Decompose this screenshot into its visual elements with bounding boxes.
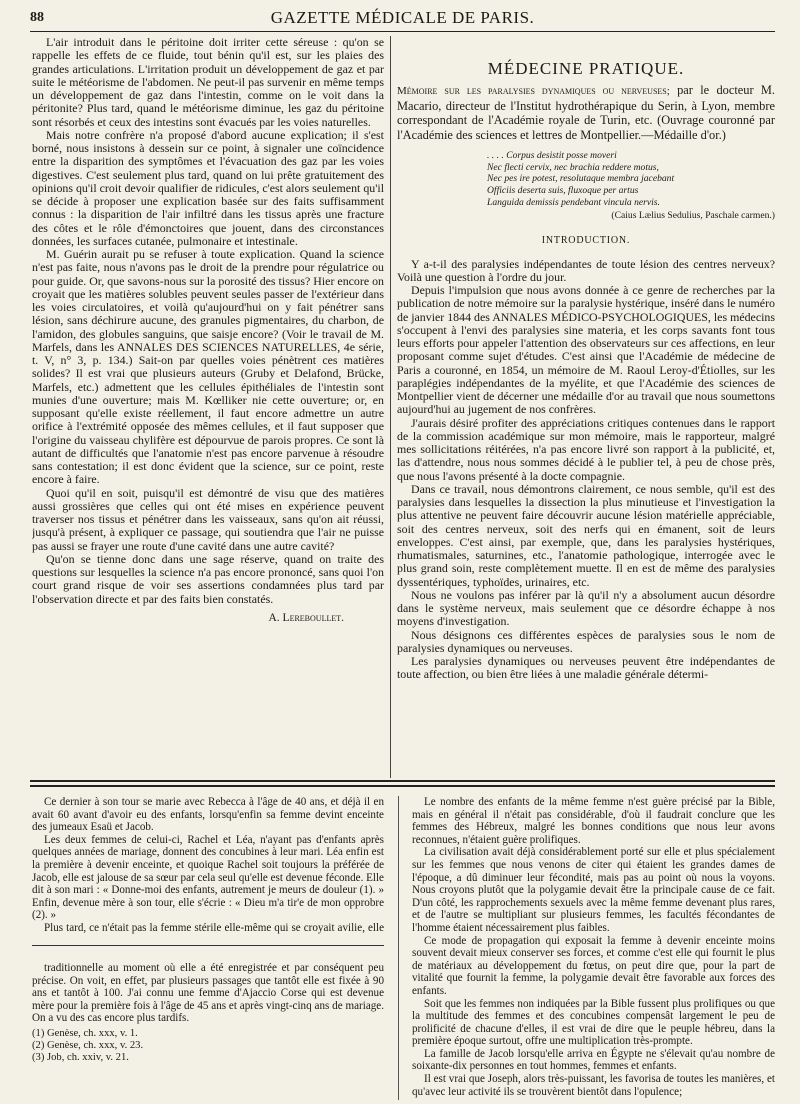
paragraph: Ce mode de propagation qui exposait la femme à devenir enceinte moins souvent devait mieux conserver ses forces, et comme c'est elle qui fournit le plus de matériaux au développement du fœtus, on peut dire que, pour la part de vitalité que fournit la femme, la polygamie devait être favorable aux forces des enfants.: [412, 934, 775, 997]
paragraph: Mais notre confrère n'a proposé d'abord aucune explication; il s'est borné, nous insistons à dessein sur ce point, à signaler une coïncidence entre la disparition des symptômes et l'évacuation des gaz par les voies digestives. C'est seulement plus tard, quand on lui prête gratuitement des opinions qu'il croit devoir qualifier de ridicules, c'est alors seulement qu'il se décide à proposer une explication basée sur des faits suffisamment connus : la disparition de l'air infiltré dans les tissus après une fracture des côtes et le rôle d'émonctoires que jouent, dans des circonstances données, les surfaces cutanée, pulmonaire et intestinale.: [32, 127, 384, 248]
page-header: [30, 6, 775, 32]
paragraph: J'aurais désiré profiter des appréciations critiques contenues dans le rapport de la commission académique sur mon mémoire, mais le rapporteur, malgré mes sollicitations réitérées, n'a pas encore livré son rapport à la publicité, et, las d'attendre, nous nous sommes décidé à le publier tel, à peu de chose près, que nous l'avons présenté à la docte compagnie.: [397, 415, 775, 483]
left-column: [32, 36, 384, 778]
feuilleton-rule-top: [30, 780, 775, 782]
feuilleton-left-bottom: [32, 962, 384, 1100]
right-column: [397, 36, 775, 778]
paragraph: L'air introduit dans le péritoine doit irriter cette séreuse : qu'on se rappelle les effets de ce fluide, tout bénin qu'il est, sur les plaies des grandes articulations. L'irritation produit un développement de gaz et par suite le météorisme de l'abdomen. Ne peut-il pas survenir en même temps un développement de gaz dans l'intestin, comme on le voit dans la péritonite? Plus tard, quand le météorisme diminue, les gaz du péritoine sont résorbés et ceux des intestins sont évacués par les voies naturelles.: [32, 36, 384, 129]
feuilleton-rule-bottom: [30, 785, 775, 787]
footnote: (2) Genèse, ch. xxx, v. 23.: [32, 1040, 144, 1052]
paragraph: Quoi qu'il en soit, puisqu'il est démontré de visu que des matières aussi grossières que celles qui ont été mises en expérience peuvent traverser nos tissus et pénétrer dans les vaisseaux, sans qu'on ait réussi, jusqu'à présent, à expliquer ce passage, qui soutiendra que l'air ne puisse pas aussi se frayer une route d'une cavité dans une autre cavité?: [32, 485, 384, 553]
paragraph: Depuis l'impulsion que nous avons donnée à ce genre de recherches par la publication de notre mémoire sur la paralysie hystérique, inséré dans le numéro de janvier 1844 des ANNALES MÉDICO-PSYCHOLOGIQUES, les médecins s'occupent à l'envi des paralysies sine materia, et les corps savants font tous leurs efforts pour appeler l'attention des observateurs sur ces affections, en leur proposant comme sujet d'études. C'est ainsi que l'Académie de médecine de Paris a couronné, en 1854, un mémoire de M. Raoul Leroy-d'Étiolles, sur les paraplégies indépendantes de la myélite, et que l'Académie des sciences de Montpellier vient de décerner une médaille d'or au travail que nous soumettons aujourd'hui au jugement de nos confrères.: [397, 283, 775, 417]
memoir-author: par le docteur M. Macario, directeur de l'Institut hydrothérapique du Serin, à Lyon, membre correspondant de l'Académie royale de Turin, etc. (Ouvrage couronné par l'Académie des sciences et lettres de Montpellier.—Médaille d'or.): [397, 83, 775, 142]
paragraph: Il est vrai que Joseph, alors très-puissant, les favorisa de toutes les manières, et qu'avec leur activité ils se trouvèrent bientôt dans l'opulence;: [412, 1073, 775, 1098]
paragraph: Nous désignons ces différentes espèces de paralysies sous le nom de paralysies dynamiques ou nerveuses.: [397, 627, 775, 655]
section-title: MÉDECINE PRATIQUE.: [487, 59, 685, 78]
epigraph-line: Nec pes ire potest, resolutaque membra jacebant: [487, 173, 675, 185]
memoir-title: Mémoire sur les paralysies dynamiques ou nerveuses;: [397, 85, 670, 98]
paragraph: La civilisation avait déjà considérablement porté sur elle et plus spécialement sur les femmes que nous venons de citer qui étaient les grandes dames de l'époque, a dû diminuer leur fécondité, mais pas au point où nous la voyons. Nous croyons plutôt que la polygamie devait être la principale cause de ce fait. D'un côté, les rapprochements sexuels avec la même femme devenant plus rares, et de l'autre se multipliant sur plusieurs femmes, les facultés fécondantes de l'homme étaient nécessairement plus faibles.: [412, 846, 775, 934]
epigraph-line: Officiis deserta suis, fluxoque per artus: [487, 185, 639, 197]
paragraph: Dans ce travail, nous démontrons clairement, ce nous semble, qu'il est des paralysies dans lesquelles la dissection la plus minutieuse et l'investigation la plus attentive ne peuvent faire découvrir aucune lésion matérielle appréciable, soit des centres nerveux, soit des nerfs qui en émanent, soit de leurs enveloppes. C'est ainsi, par exemple, que, dans les paralysies hystériques, rhumatismales, saturnines, etc., l'anatomie pathologique, interrogée avec le plus grand soin, reste complètement muette. Il en est de même des paralysies dyssentériques, typhoïdes, urinaires, etc.: [397, 481, 775, 589]
journal-title: GAZETTE MÉDICALE DE PARIS.: [270, 8, 535, 27]
column-divider: [390, 36, 391, 778]
page-number: 88: [30, 10, 44, 25]
paragraph: Les deux femmes de celui-ci, Rachel et Léa, n'ayant pas d'enfants après quelques années de mariage, donnent des concubines à leur mari. Léa enfin est la première à devenir enceinte, et quoique Rachel soit toujours la préférée de Jacob, elle est jalouse de sa sœur par cela seul qu'elle est devenue féconde. Elle dit à son mari : « Donne-moi des enfants, autrement je meurs de douleur (1). » Enfin, devenue mère à son tour, elle s'écrie : « Dieu m'a tir'e de mon opprobre (2). »: [32, 833, 384, 922]
author-signature: A. Lereboullet.: [268, 611, 344, 624]
paragraph: Y a-t-il des paralysies indépendantes de toute lésion des centres nerveux? Voilà une question à l'ordre du jour.: [397, 256, 775, 284]
paragraph: Soit que les femmes non indiquées par la Bible fussent plus prolifiques ou que la multitude des femmes et des concubines compensât largement le peu de prolificité de chacune d'elles, il est vrai de dire que le peuple hébreu, dans la première époque surtout, offre une multiplication très-prompte.: [412, 997, 775, 1048]
epigraph-line: Nec flecti cervix, nec brachia reddere motus,: [487, 161, 659, 173]
footnote: (1) Genèse, ch. xxx, v. 1.: [32, 1027, 138, 1039]
paragraph: Plus tard, ce n'était pas la femme stérile elle-même qui se croyait avilie, elle: [44, 921, 384, 934]
epigraph-line: . . . . Corpus desistit posse moveri: [487, 150, 617, 162]
feuilleton-left-top: [32, 796, 384, 934]
feuilleton-inner-rule: [32, 945, 384, 946]
paragraph: traditionnelle au moment où elle a été enregistrée et par conséquent peu précise. On voit, en effet, par plusieurs passages que tantôt elle est fixée à 90 ans et tantôt à 100. J'ai connu une femme d'Ajaccio Corse qui est devenue mère pour la première fois à l'âge de 45 ans et après vingt-cinq ans de mariage. On a vu des cas encore plus tardifs.: [32, 962, 384, 1025]
paragraph: Ce dernier à son tour se marie avec Rebecca à l'âge de 40 ans, et déjà il en avait 60 avant d'avoir eu des enfants, lorsqu'enfin sa femme devint enceinte des jumeaux Esaü et Jacob.: [32, 796, 384, 834]
epigraph-line: Languida demissis pendebant vincula nervis.: [487, 196, 660, 208]
paragraph: La famille de Jacob lorsqu'elle arriva en Égypte ne s'élevait qu'au nombre de soixante-dix personnes en tout hommes, femmes et enfants.: [412, 1047, 775, 1073]
feuilleton-right: [412, 796, 775, 1100]
paragraph: Nous ne voulons pas inférer par là qu'il n'y a absolument aucun désordre dans le système nerveux, mais seulement que ce désordre échappe à nos moyens d'investigation.: [397, 587, 775, 629]
paragraph: M. Guérin aurait pu se refuser à toute explication. Quand la science n'est pas faite, nous n'avons pas le droit de la prendre pour régulatrice ou pour guide. Or, que savons-nous sur la porosité des tissus? Hier encore on croyait que les matières solubles peuvent seules passer de l'extérieur dans les voies circulatoires, et voilà qu'aujourd'hui on y fait pénétrer sans lésion, sans déchirure aucune, des granules pigmentaires, du charbon, de l'amidon, des globules sanguins, que saisje encore? (Voir le travail de M. Marfels, dans les ANNALES DES SCIENCES NATURELLES, 4e série, t. V, n° 3, p. 134.) Sait-on par quelles voies pénètrent ces matières solides? Il est vrai que plusieurs auteurs (Gruby et Delafond, Brücke, Marfels, etc.) admettent que les cellules épithéliales de l'intestin sont munies d'une ouverture; mais M. Kœlliker nie cette ouverture; or, en supposant qu'elle existe réellement, il faut encore admettre un autre orifice à l'extrémité opposée des mêmes cellules, et il faut supposer que l'origine du vaisseau chylifère est dépourvue de parois propres. Ce sont là autant de difficultés que l'anatomie n'est pas encore parvenue à résoudre sans contestation; il est donc évident que la science, sur ce point, reste encore à faire.: [32, 247, 384, 487]
memoir-heading: [397, 83, 775, 142]
paragraph: Le nombre des enfants de la même femme n'est guère précisé par la Bible, mais en général il n'était pas considérable, d'où il faudrait conclure que les femmes des Hébreux, malgré les bonnes conditions que nous leur avons reconnues, n'étaient guère prolifiques.: [412, 796, 775, 846]
epigraph: [487, 150, 775, 208]
feuilleton-column-divider: [398, 796, 399, 1100]
paragraph: Qu'on se tienne donc dans une sage réserve, quand on traite des questions sur lesquelles la science n'a pas encore prononcé, sans quoi l'on court grand risque de voir ses assertions condamnées plus tard par l'observation directe et par des faits bien constatés.: [32, 551, 384, 606]
footnotes: [32, 1028, 384, 1065]
footnote: (3) Job, ch. xxiv, v. 21.: [32, 1052, 129, 1064]
introduction-heading: INTRODUCTION.: [541, 235, 631, 247]
paragraph: Les paralysies dynamiques ou nerveuses peuvent être indépendantes de toute affection, ou bien être liées à une maladie générale détermi-: [397, 654, 775, 682]
epigraph-source: (Caius Lælius Sedulius, Paschale carmen.): [611, 210, 775, 222]
